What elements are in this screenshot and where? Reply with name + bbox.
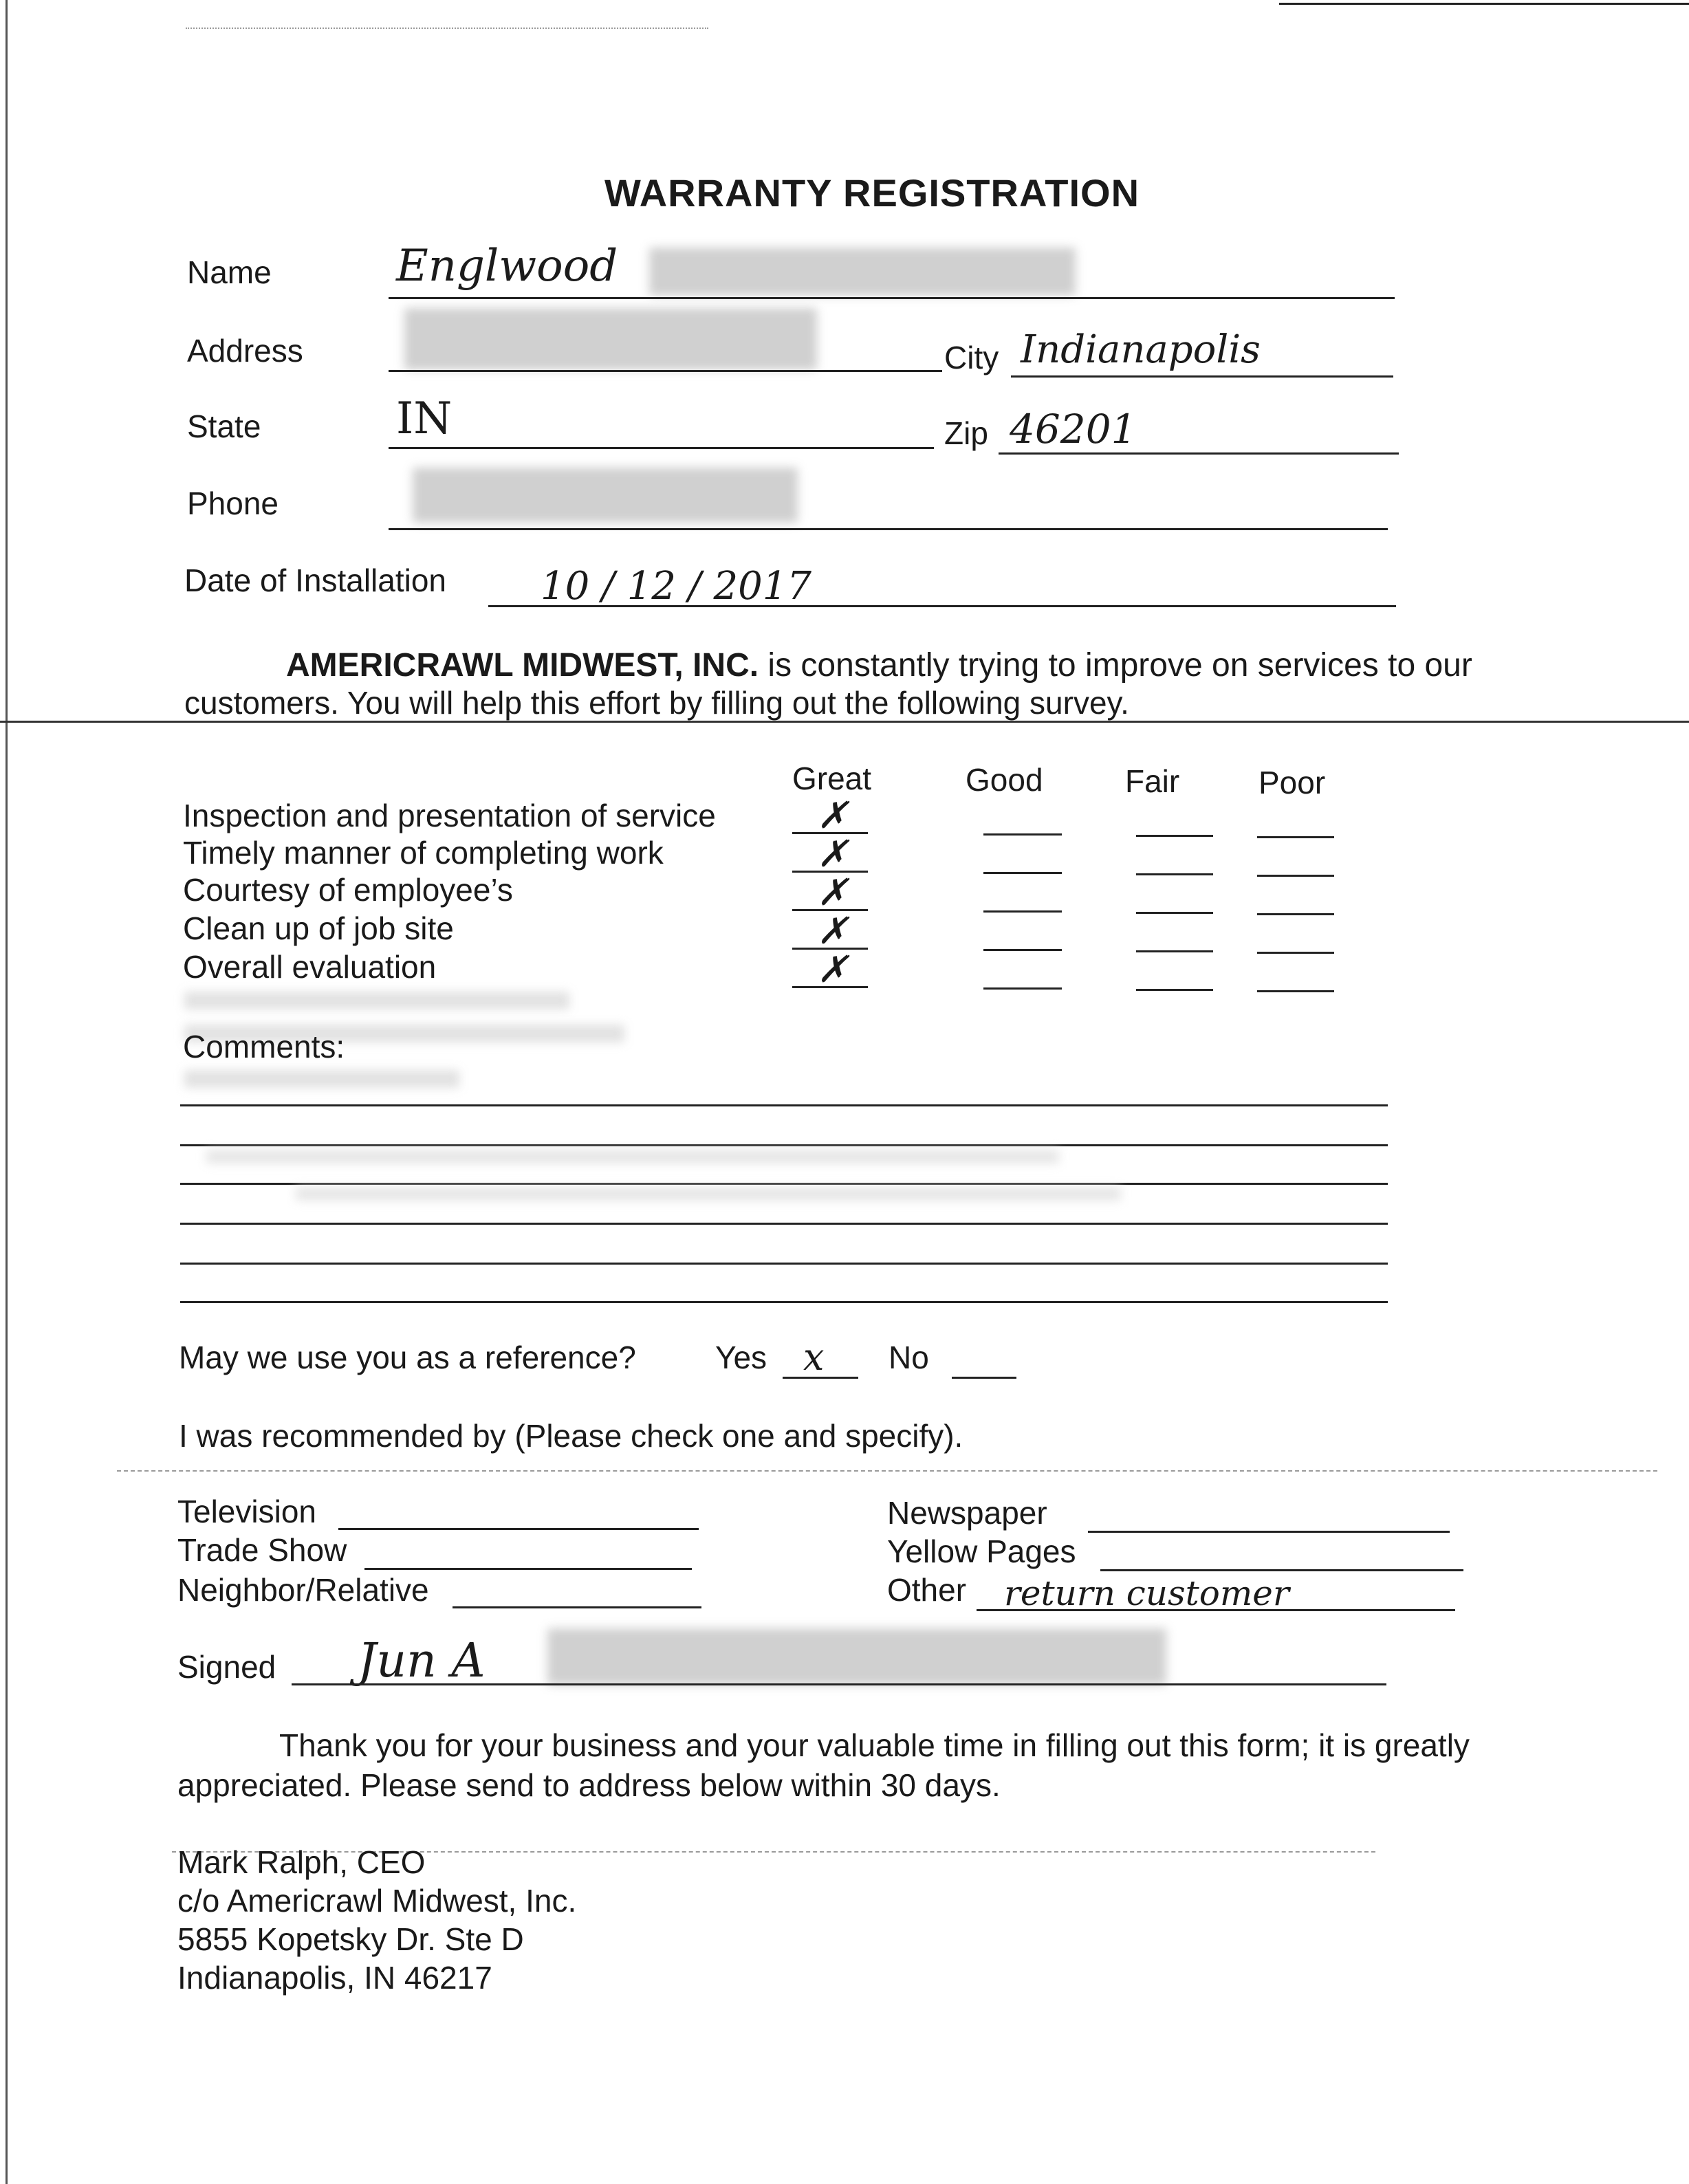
mail-address-line-2: c/o Americrawl Midwest, Inc. — [177, 1883, 577, 1919]
col-header-poor: Poor — [1258, 765, 1326, 800]
good-blank[interactable] — [983, 833, 1062, 836]
install-date-field-line[interactable] — [488, 605, 1396, 607]
survey-row-label: Courtesy of employee’s — [183, 872, 513, 908]
other-label: Other — [887, 1572, 967, 1608]
install-date-value: 10 / 12 / 2017 — [541, 564, 811, 609]
zip-label: Zip — [944, 415, 988, 451]
redacted-address — [404, 308, 817, 370]
state-label: State — [187, 408, 261, 444]
great-checkmark: ✗ — [817, 909, 849, 952]
great-checkmark: ✗ — [817, 871, 849, 914]
good-blank[interactable] — [983, 949, 1062, 951]
state-field-line[interactable] — [389, 447, 934, 449]
comment-line-2[interactable] — [180, 1144, 1388, 1146]
fair-blank[interactable] — [1136, 950, 1213, 952]
city-field-line[interactable] — [1011, 375, 1393, 378]
good-blank[interactable] — [983, 910, 1062, 913]
trade-show-blank[interactable] — [364, 1568, 692, 1570]
signature-value: Jun A — [358, 1634, 486, 1688]
yellow-pages-blank[interactable] — [1100, 1569, 1463, 1571]
newspaper-label: Newspaper — [887, 1495, 1047, 1531]
recommended-prompt: I was recommended by (Please check one and specify). — [179, 1418, 963, 1454]
signed-label: Signed — [177, 1649, 276, 1685]
name-field-line[interactable] — [389, 297, 1395, 299]
great-checkmark: ✗ — [817, 794, 849, 837]
install-date-label: Date of Installation — [184, 563, 447, 598]
thanks-line-2: appreciated. Please send to address below within 30 days. — [177, 1767, 1001, 1803]
address-field-line[interactable] — [389, 370, 942, 372]
other-value: return customer — [1004, 1573, 1289, 1613]
intro-line-2: customers. You will help this effort by filling out the following survey. — [184, 685, 1129, 721]
yellow-pages-label: Yellow Pages — [887, 1533, 1076, 1569]
zip-field-line[interactable] — [999, 452, 1399, 455]
scan-edge-top-right — [1279, 3, 1689, 5]
comment-line-1[interactable] — [180, 1104, 1388, 1106]
redacted-signature — [547, 1628, 1166, 1685]
poor-blank[interactable] — [1257, 836, 1334, 838]
good-blank[interactable] — [983, 872, 1062, 874]
phone-field-line[interactable] — [389, 528, 1388, 530]
newspaper-blank[interactable] — [1088, 1531, 1450, 1533]
col-header-great: Great — [792, 761, 872, 796]
survey-row-label: Timely manner of completing work — [183, 835, 664, 871]
television-label: Television — [177, 1494, 316, 1529]
poor-blank[interactable] — [1257, 913, 1334, 915]
great-blank[interactable] — [792, 986, 868, 988]
poor-blank[interactable] — [1257, 952, 1334, 954]
mail-address-line-4: Indianapolis, IN 46217 — [177, 1960, 492, 1996]
comment-line-6[interactable] — [180, 1301, 1388, 1303]
survey-row-label: Inspection and presentation of service — [183, 798, 716, 833]
reference-yes-blank[interactable] — [783, 1377, 858, 1379]
reference-yes-mark: x — [803, 1335, 825, 1379]
comments-label: Comments: — [183, 1029, 345, 1064]
bleed-through — [184, 1070, 459, 1088]
great-checkmark: ✗ — [817, 832, 849, 875]
page-title: WARRANTY REGISTRATION — [604, 171, 1140, 215]
bleed-through — [184, 992, 569, 1009]
television-blank[interactable] — [338, 1528, 699, 1530]
name-label: Name — [187, 254, 272, 290]
redacted-phone — [413, 468, 798, 523]
col-header-fair: Fair — [1125, 763, 1180, 799]
reference-no-blank[interactable] — [952, 1377, 1016, 1379]
fair-blank[interactable] — [1136, 989, 1213, 991]
trade-show-label: Trade Show — [177, 1532, 347, 1568]
poor-blank[interactable] — [1257, 875, 1334, 877]
state-value: IN — [396, 393, 453, 444]
intro-line-1 — [286, 646, 1472, 685]
comment-line-5[interactable] — [180, 1263, 1388, 1265]
fair-blank[interactable] — [1136, 873, 1213, 875]
neighbor-blank[interactable] — [453, 1606, 701, 1608]
redacted-name — [649, 248, 1076, 296]
intro-text-1: is constantly trying to improve on services to our — [759, 647, 1472, 684]
mail-address-line-3: 5855 Kopetsky Dr. Ste D — [177, 1921, 524, 1957]
bleed-through — [296, 1187, 1121, 1201]
neighbor-label: Neighbor/Relative — [177, 1572, 429, 1608]
great-checkmark: ✗ — [817, 948, 849, 991]
comment-line-4[interactable] — [180, 1223, 1388, 1225]
thanks-line-1: Thank you for your business and your valuable time in filling out this form; it is greatly — [279, 1727, 1470, 1763]
name-value: Englwood — [396, 241, 618, 292]
reference-no-label: No — [889, 1340, 929, 1375]
mail-address-line-1: Mark Ralph, CEO — [177, 1844, 426, 1880]
fair-blank[interactable] — [1136, 912, 1213, 914]
survey-row-label: Overall evaluation — [183, 949, 437, 985]
scan-noise — [186, 28, 708, 29]
good-blank[interactable] — [983, 987, 1062, 990]
survey-row-label: Clean up of job site — [183, 910, 454, 946]
zip-value: 46201 — [1010, 406, 1137, 452]
scan-noise — [117, 1470, 1657, 1472]
company-name: AMERICRAWL MIDWEST, INC. — [286, 647, 759, 684]
bleed-through — [206, 1150, 1059, 1164]
reference-yes-label: Yes — [715, 1340, 767, 1375]
city-label: City — [944, 340, 999, 375]
signature-line[interactable] — [292, 1683, 1386, 1685]
city-value: Indianapolis — [1021, 327, 1261, 372]
poor-blank[interactable] — [1257, 990, 1334, 992]
other-blank[interactable] — [977, 1609, 1455, 1611]
reference-question: May we use you as a reference? — [179, 1340, 636, 1375]
fair-blank[interactable] — [1136, 835, 1213, 837]
phone-label: Phone — [187, 485, 279, 521]
col-header-good: Good — [966, 762, 1043, 798]
address-label: Address — [187, 333, 303, 369]
scan-edge-left — [6, 0, 8, 2184]
comment-line-3[interactable] — [180, 1183, 1388, 1185]
